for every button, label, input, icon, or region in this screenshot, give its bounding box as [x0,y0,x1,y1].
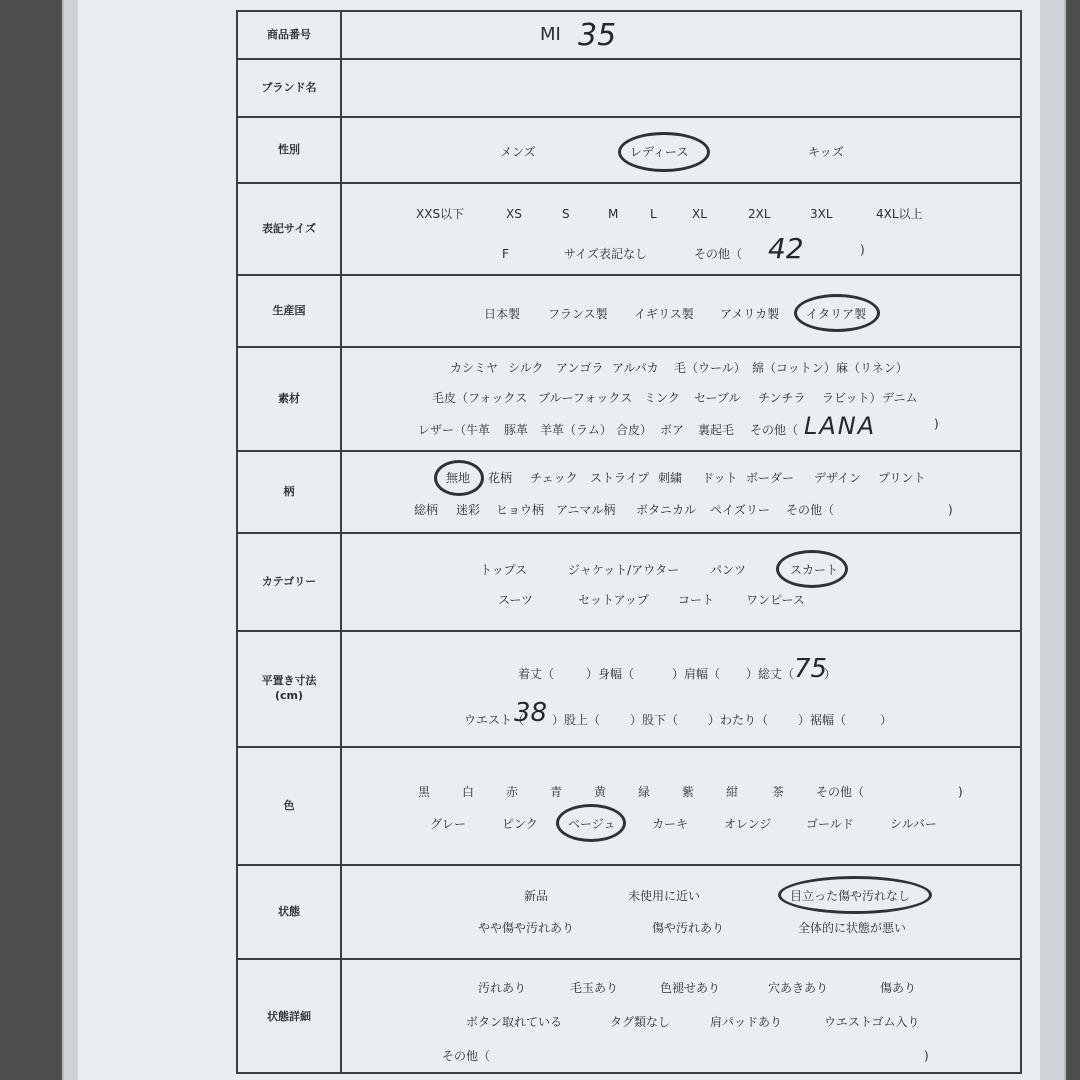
material-denim: デニム [882,391,918,405]
detail-button-missing: ボタン取れている [466,1015,563,1029]
row-gender [238,118,1020,184]
size-none: サイズ表記なし [564,247,648,261]
label-country: 生産国 [238,276,342,346]
size-l: L [650,207,657,221]
size-3xl: 3XL [810,207,833,221]
measure-shoulder: ）肩幅（ [672,667,721,681]
material-linen: 麻（リネン） [836,361,908,375]
color-gray: グレー [430,817,467,831]
detail-shoulder-pads: 肩パッドあり [710,1015,783,1029]
color-red: 赤 [506,785,519,799]
color-orange: オレンジ [724,817,772,831]
measure-total-length-value: 75 [794,654,828,684]
material-alpaca: アルパカ [612,361,659,375]
material-leather-cow: レザー（牛革 [418,423,491,437]
pattern-other-close: ) [948,503,953,517]
material-chinchilla: チンチラ [758,391,806,405]
label-size: 表記サイズ [238,184,342,274]
category-tops: トップス [480,563,528,577]
material-silk: シルク [508,361,544,375]
detail-holes: 穴あきあり [768,981,829,995]
label-measurements: 平置き寸法 (cm) [238,632,342,746]
country-italy: イタリア製 [806,307,867,321]
row-material [238,348,1020,452]
label-condition-detail: 状態詳細 [238,960,342,1074]
color-brown: 茶 [772,785,785,799]
color-silver: シルバー [890,817,937,831]
color-other: その他（ [816,785,865,799]
country-japan: 日本製 [484,307,521,321]
selection-circle [556,804,626,842]
material-handwritten: LANA [804,412,877,440]
pattern-floral: 花柄 [488,471,513,485]
size-m: M [608,207,619,221]
measure-hem-close: ） [880,713,893,727]
category-pants: パンツ [710,563,747,577]
label-pattern: 柄 [238,452,342,532]
color-navy: 紺 [726,785,739,799]
color-blue: 青 [550,785,563,799]
gender-option-ladies: レディース [630,145,689,159]
category-skirt: スカート [790,563,839,577]
detail-elastic-waist: ウエストゴム入り [824,1015,920,1029]
pattern-leopard: ヒョウ柄 [496,503,545,517]
pattern-animal: アニマル柄 [556,503,616,517]
pattern-other: その他（ [786,503,835,517]
label-item-number: 商品番号 [238,12,342,58]
product-form [236,10,1022,1074]
color-green: 緑 [638,785,651,799]
material-rabbit: ラビット） [822,391,882,405]
size-other-close: ) [860,243,865,257]
material-lamb: 羊革（ラム） [540,423,612,437]
pattern-allover: 総柄 [414,503,439,517]
size-s: S [562,207,570,221]
selection-circle [434,460,484,496]
category-onepiece: ワンピース [746,593,805,607]
color-white: 白 [462,785,475,799]
color-yellow: 黄 [594,785,607,799]
condition-some-marks: やや傷や汚れあり [478,921,575,935]
pattern-check: チェック [530,471,578,485]
condition-marks: 傷や汚れあり [652,921,725,935]
item-number-handwritten: 35 [578,18,617,53]
detail-pilling: 毛玉あり [570,981,619,995]
gender-option-kids: キッズ [808,145,844,159]
label-condition: 状態 [238,866,342,958]
size-4xl: 4XL以上 [876,207,923,221]
measure-waist-value: 38 [514,698,548,728]
color-purple: 紫 [682,785,695,799]
pattern-botanical: ボタニカル [636,503,697,517]
item-number-prefix: MI [540,24,561,45]
label-brand: ブランド名 [238,60,342,116]
detail-fading: 色褪せあり [660,981,721,995]
material-mink: ミンク [644,391,680,405]
row-color [238,748,1020,866]
material-fur-fox: 毛皮（フォックス [432,391,528,405]
category-jacket: ジャケット/アウター [568,563,680,577]
pattern-plain: 無地 [446,471,471,485]
country-france: フランス製 [548,307,608,321]
row-measurements [238,632,1020,748]
detail-no-tags: タグ類なし [610,1015,671,1029]
row-pattern [238,452,1020,534]
label-gender: 性別 [238,118,342,182]
condition-new: 新品 [524,889,549,903]
condition-no-marks: 目立った傷や汚れなし [790,889,911,903]
category-suit: スーツ [498,593,533,607]
color-other-close: ) [958,785,963,799]
category-coat: コート [678,593,715,607]
material-wool: 毛（ウール） [674,361,746,375]
material-other: その他（ [750,423,799,437]
category-setup: セットアップ [578,593,649,607]
color-khaki: カーキ [652,817,689,831]
pattern-embroidery: 刺繍 [658,471,683,485]
row-condition [238,866,1020,960]
pattern-paisley: ペイズリー [710,503,770,517]
condition-poor: 全体的に状態が悪い [798,921,907,935]
row-condition-detail [238,960,1020,1074]
measure-length: 着丈（ [518,667,555,681]
color-pink: ピンク [502,817,538,831]
pattern-camo: 迷彩 [456,503,481,517]
material-brushed: 裏起毛 [698,423,735,437]
material-angora: アンゴラ [556,361,604,375]
detail-other: その他（ [442,1049,491,1063]
country-uk: イギリス製 [634,307,694,321]
size-handwritten: 42 [768,232,804,265]
color-black: 黒 [418,785,431,799]
size-f: F [502,247,509,261]
pattern-dot: ドット [702,471,738,485]
measure-body-width: ）身幅（ [586,667,635,681]
detail-damage: 傷あり [880,981,917,995]
row-item-number [238,12,1020,60]
row-country [238,276,1020,348]
gender-option-mens: メンズ [500,145,536,159]
selection-circle [618,132,710,172]
size-xxs: XXS以下 [416,207,465,221]
detail-stains: 汚れあり [478,981,527,995]
material-cashmere: カシミヤ [450,361,499,375]
row-size [238,184,1020,276]
material-other-close: ) [934,417,939,431]
country-usa: アメリカ製 [720,307,780,321]
pattern-border: ボーダー [746,471,795,485]
material-sable: セーブル [694,391,741,405]
measure-hem: ）裾幅（ [798,713,847,727]
size-other: その他（ [694,247,743,261]
material-blue-fox: ブルーフォックス [538,391,633,405]
color-gold: ゴールド [806,817,854,831]
label-material: 素材 [238,348,342,450]
material-boa: ボア [660,423,685,437]
pattern-stripe: ストライプ [590,471,650,485]
color-beige: ベージュ [568,817,616,831]
measure-thigh: ）わたり（ [708,713,769,727]
measure-total-length-close: ） [824,667,837,681]
paper-sheet [78,0,1040,1080]
label-category: カテゴリー [238,534,342,630]
measure-rise: ）股上（ [552,713,601,727]
size-xl: XL [692,207,707,221]
material-cotton: 綿（コットン） [752,361,836,375]
pattern-design: デザイン [814,471,862,485]
pattern-print: プリント [878,471,926,485]
size-xs: XS [506,207,522,221]
condition-like-new: 未使用に近い [628,889,701,903]
detail-other-close: ) [924,1049,929,1063]
material-synthetic: 合皮） [616,423,653,437]
selection-circle [778,876,932,914]
size-2xl: 2XL [748,207,771,221]
label-color: 色 [238,748,342,864]
row-category [238,534,1020,632]
selection-circle [776,550,848,588]
measure-inseam: ）股下（ [630,713,679,727]
material-pig-leather: 豚革 [504,423,529,437]
selection-circle [794,294,880,332]
measure-waist: ウエスト（ [464,713,525,727]
row-brand [238,60,1020,118]
measure-total-length: ）総丈（ [746,667,795,681]
